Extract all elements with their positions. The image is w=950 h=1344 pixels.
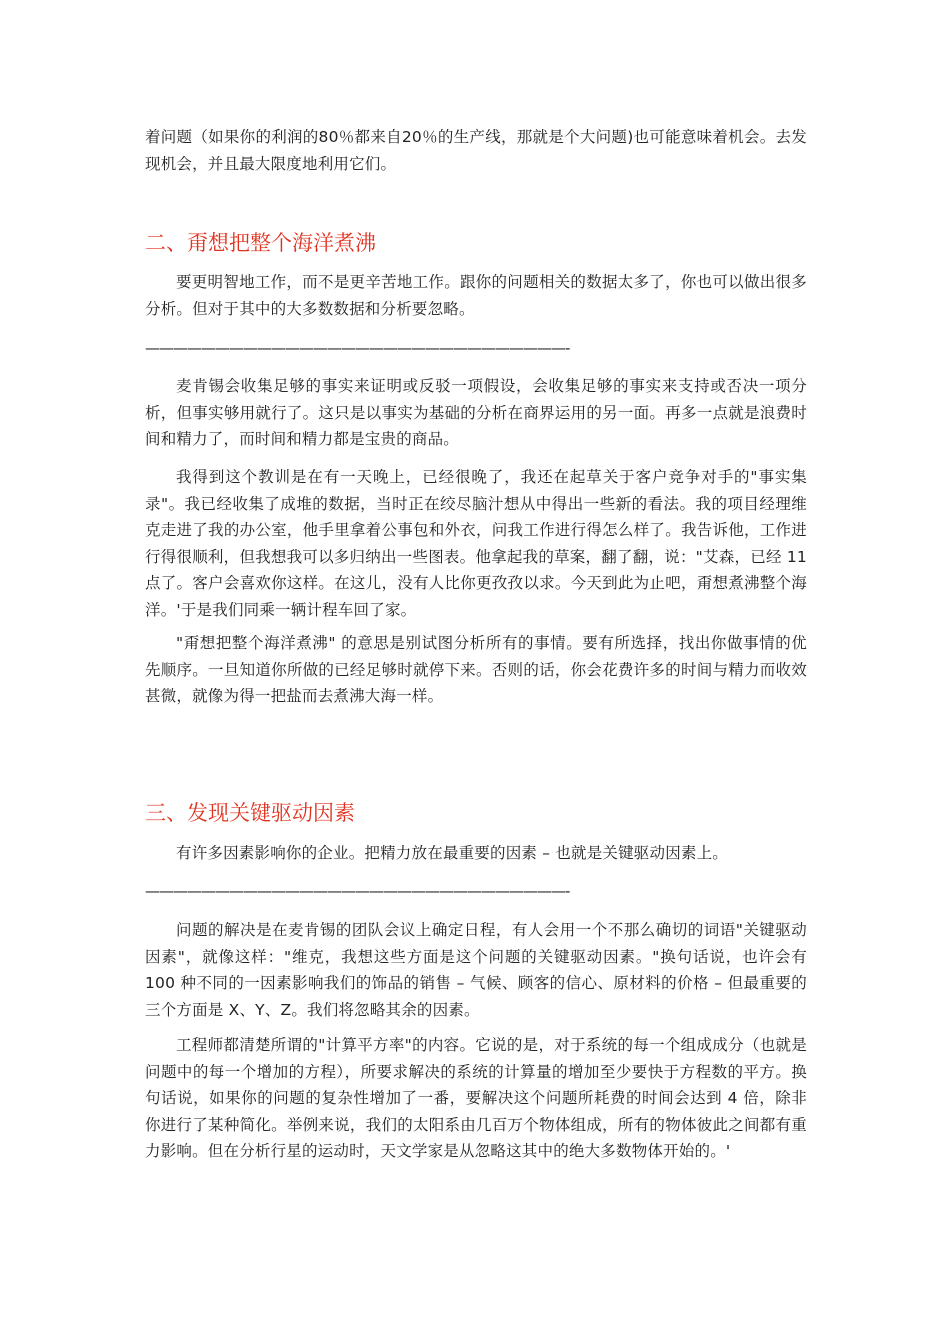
section-3-divider: ——————————————————————————————- [145,882,570,900]
section-3-heading: 三、发现关键驱动因素 [145,801,355,825]
section-2-heading: 二、甭想把整个海洋煮沸 [145,231,376,255]
section-3-summary: 有许多因素影响你的企业。把精力放在最重要的因素 – 也就是关键驱动因素上。 [176,844,729,862]
section-2-paragraph: 我得到这个教训是在有一天晚上，已经很晚了，我还在起草关于客户竞争对手的"事实集录"。我已经收集了成堆的数据，当时正在绞尽脑汁想从中得出一些新的看法。我的项目经理维克走进了我的办公室，他手里拿着公事包和外衣，问我工作进行得怎么样了。我告诉他，工作进行得很顺利，但我想我可以多归纳出一些图表。他拿起我的草案，翻了翻，说："艾森，已经 11 点了。客户会喜欢你这样。在这儿，没有人比你更孜孜以求。今天到此为止吧，甭想煮沸整个海洋。'于是我们同乘一辆计程车回了家。 [145,468,807,619]
section-3-paragraph: 工程师都清楚所谓的"计算平方率"的内容。它说的是，对于系统的每一个组成成分（也就是问题中的每一个增加的方程），所要求解决的系统的计算量的增加至少要快于方程数的平方。换句话说，如果你的问题的复杂性增加了一番，要解决这个问题所耗费的时间会达到 4 倍，除非你进行了某种简化。举例来说，我们的太阳系由几百万个物体组成，所有的物体彼此之间都有重力影响。但在分析行星的运动时，天文学家是从忽略这其中的绝大多数物体开始的。' [145,1036,807,1160]
section-3-paragraph: 问题的解决是在麦肯锡的团队会议上确定日程，有人会用一个不那么确切的词语"关键驱动因素"，就像这样："维克，我想这些方面是这个问题的关键驱动因素。"换句话说，也许会有 100 种不同的一因素影响我们的饰品的销售 – 气候、顾客的信心、原材料的价格 – 但最重要的三个方面是 X、Y、Z。我们将忽略其余的因素。 [145,921,807,1019]
section-2-summary: 要更明智地工作，而不是更辛苦地工作。跟你的问题相关的数据太多了，你也可以做出很多分析。但对于其中的大多数数据和分析要忽略。 [145,273,807,318]
intro-paragraph: 着问题（如果你的利润的80％都来自20％的生产线，那就是个大问题)也可能意味着机会。去发现机会，并且最大限度地利用它们。 [145,128,807,173]
section-2-paragraph: 麦肯锡会收集足够的事实来证明或反驳一项假设，会收集足够的事实来支持或否决一项分析，但事实够用就行了。这只是以事实为基础的分析在商界运用的另一面。再多一点就是浪费时间和精力了，而时间和精力都是宝贵的商品。 [145,377,807,448]
section-2-paragraph: "甭想把整个海洋煮沸" 的意思是别试图分析所有的事情。要有所选择，找出你做事情的优先顺序。一旦知道你所做的已经足够时就停下来。否则的话，你会花费许多的时间与精力而收效甚微，就像为得一把盐而去煮沸大海一样。 [145,634,807,705]
section-2-divider: ——————————————————————————————- [145,339,570,357]
